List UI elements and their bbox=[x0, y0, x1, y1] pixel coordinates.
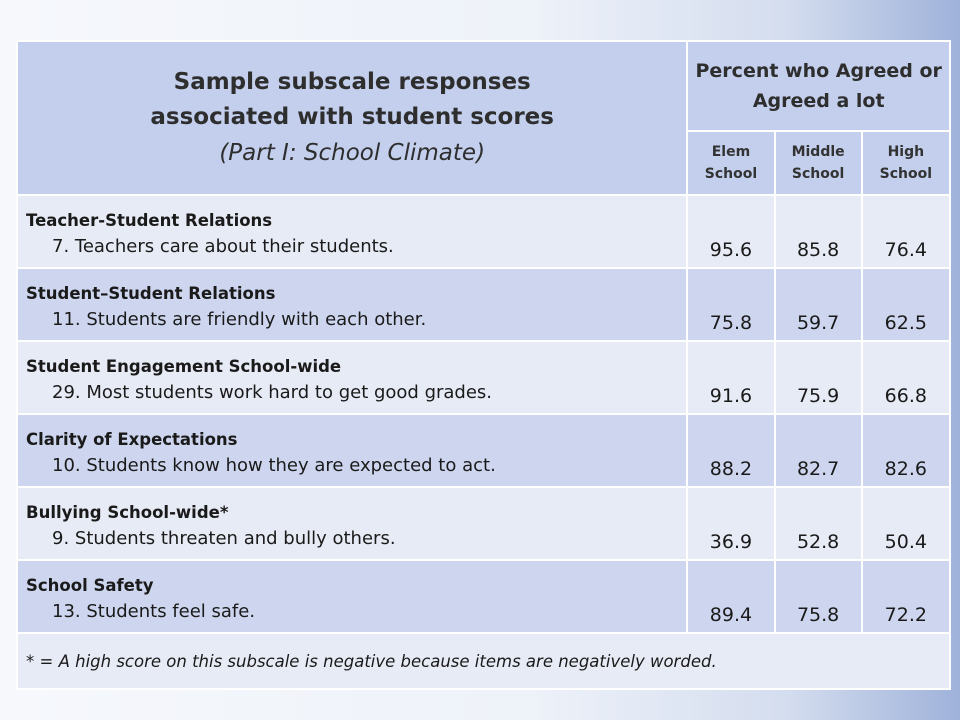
elem-value: 91.6 bbox=[687, 341, 774, 414]
item-statement: 10. Students know how they are expected to act. bbox=[52, 454, 496, 476]
subscale-name: School Safety bbox=[26, 575, 154, 595]
elem-value: 36.9 bbox=[687, 487, 774, 560]
footnote-text: A high score on this subscale is negative because items are negatively worded. bbox=[58, 651, 717, 671]
title-line-1: Sample subscale responses bbox=[173, 68, 531, 95]
item-statement: 29. Most students work hard to get good grades. bbox=[52, 381, 493, 403]
item-cell bbox=[17, 414, 687, 487]
elem-value: 95.6 bbox=[687, 195, 774, 268]
item-cell bbox=[17, 268, 687, 341]
middle-value: 82.7 bbox=[775, 414, 862, 487]
table-row bbox=[17, 268, 950, 341]
high-value: 82.6 bbox=[862, 414, 950, 487]
footnote-row bbox=[17, 633, 950, 689]
percent-heading: Percent who Agreed or Agreed a lot bbox=[687, 41, 950, 131]
item-cell bbox=[17, 341, 687, 414]
middle-value: 75.8 bbox=[775, 560, 862, 633]
middle-value: 75.9 bbox=[775, 341, 862, 414]
column-header-elem: Elem School bbox=[687, 131, 774, 195]
column-header-high: High School bbox=[862, 131, 950, 195]
middle-value: 59.7 bbox=[775, 268, 862, 341]
subscale-name: Bullying School-wide* bbox=[26, 502, 229, 522]
elem-value: 89.4 bbox=[687, 560, 774, 633]
footnote bbox=[17, 633, 950, 689]
item-cell bbox=[17, 560, 687, 633]
item-statement: 13. Students feel safe. bbox=[52, 600, 256, 622]
table-row bbox=[17, 487, 950, 560]
table-title bbox=[17, 41, 687, 195]
elem-value: 88.2 bbox=[687, 414, 774, 487]
high-value: 50.4 bbox=[862, 487, 950, 560]
subscale-name: Clarity of Expectations bbox=[26, 429, 238, 449]
footnote-mark: * = bbox=[26, 651, 54, 671]
high-value: 62.5 bbox=[862, 268, 950, 341]
item-statement: 11. Students are friendly with each other. bbox=[52, 308, 427, 330]
subscale-name: Student Engagement School-wide bbox=[26, 356, 342, 376]
item-statement: 7. Teachers care about their students. bbox=[52, 235, 394, 257]
item-statement: 9. Students threaten and bully others. bbox=[52, 527, 396, 549]
climate-table bbox=[16, 40, 951, 690]
high-value: 66.8 bbox=[862, 341, 950, 414]
table-row bbox=[17, 195, 950, 268]
middle-value: 85.8 bbox=[775, 195, 862, 268]
item-cell bbox=[17, 487, 687, 560]
subscale-name: Teacher-Student Relations bbox=[26, 210, 273, 230]
title-line-3: (Part I: School Climate) bbox=[219, 139, 486, 166]
subscale-name: Student–Student Relations bbox=[26, 283, 276, 303]
table-row bbox=[17, 414, 950, 487]
middle-value: 52.8 bbox=[775, 487, 862, 560]
header-row bbox=[17, 41, 950, 131]
table-row bbox=[17, 341, 950, 414]
title-line-2: associated with student scores bbox=[150, 104, 554, 131]
item-cell bbox=[17, 195, 687, 268]
high-value: 76.4 bbox=[862, 195, 950, 268]
elem-value: 75.8 bbox=[687, 268, 774, 341]
high-value: 72.2 bbox=[862, 560, 950, 633]
table-row bbox=[17, 560, 950, 633]
column-header-middle: Middle School bbox=[775, 131, 862, 195]
